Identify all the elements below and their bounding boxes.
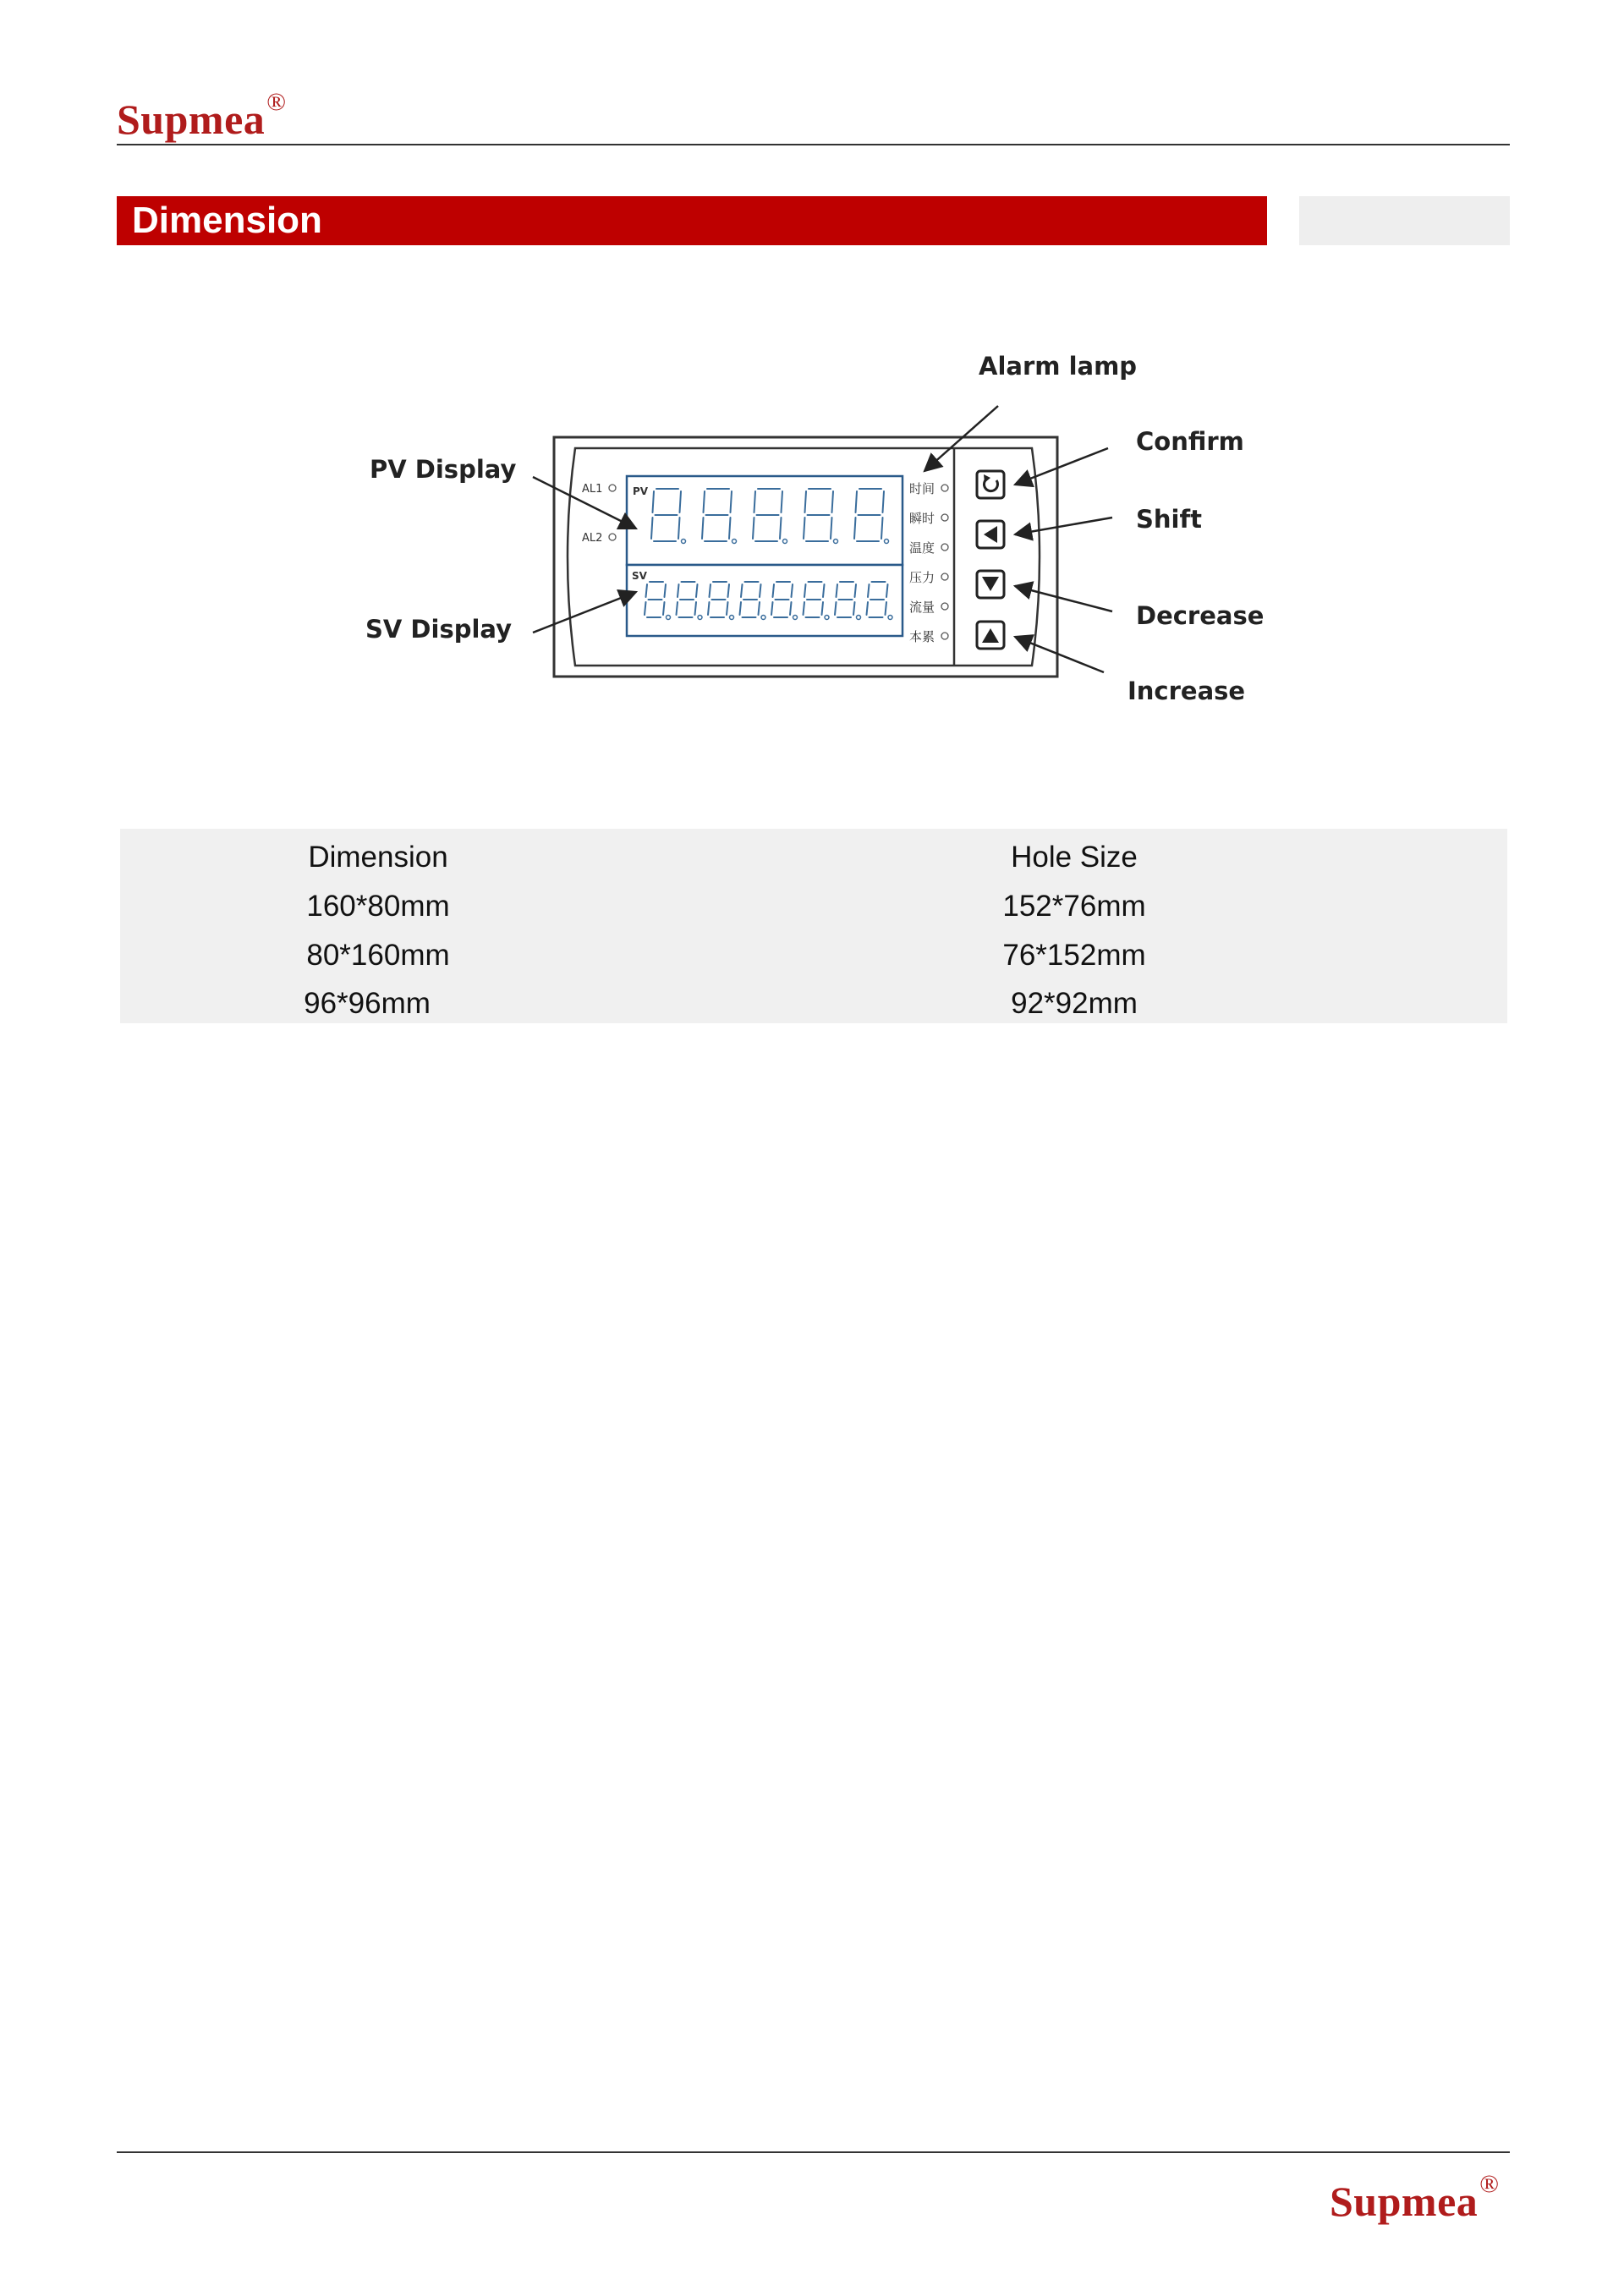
increase-button[interactable] <box>977 622 1004 649</box>
trademark-symbol: ® <box>1479 2170 1500 2198</box>
table-header-dimension: Dimension <box>308 841 448 874</box>
sv-tag: SV <box>632 570 647 582</box>
indicator-label: 时间 <box>909 481 935 496</box>
indicator-label: 压力 <box>909 570 935 585</box>
table-cell-dimension: 80*160mm <box>306 939 450 972</box>
sv-display-window <box>627 565 903 636</box>
table-cell-dimension: 96*96mm <box>304 987 431 1020</box>
brand-name: Supmea <box>1330 2178 1479 2225</box>
dimension-table <box>120 829 1507 1023</box>
shift-label: Shift <box>1136 505 1202 534</box>
footer-divider <box>117 2151 1510 2153</box>
brand-logo-bottom <box>1330 2170 1500 2225</box>
table-cell-hole-size: 152*76mm <box>1002 890 1146 923</box>
device-diagram <box>0 0 1624 761</box>
indicator-label: 本累 <box>909 629 935 644</box>
decrease-button[interactable] <box>977 571 1004 598</box>
section-title: Dimension <box>132 200 322 241</box>
decrease-label: Decrease <box>1136 601 1265 630</box>
increase-label: Increase <box>1127 677 1246 705</box>
shift-button[interactable] <box>977 521 1004 548</box>
sv-display-label: SV Display <box>365 615 512 644</box>
al1-label: AL1 <box>582 483 603 496</box>
indicator-label: 瞬时 <box>909 511 935 526</box>
device-diagram-svg <box>0 0 1624 761</box>
table-cell-hole-size: 92*92mm <box>1011 987 1138 1020</box>
alarm-lamp-label: Alarm lamp <box>979 352 1138 381</box>
al2-label: AL2 <box>582 532 603 545</box>
pv-display-label: PV Display <box>370 455 517 484</box>
indicator-label: 温度 <box>909 540 935 556</box>
trademark-symbol: ® <box>266 88 287 116</box>
brand-name: Supmea <box>117 96 266 143</box>
table-cell-hole-size: 76*152mm <box>1002 939 1146 972</box>
enter-button[interactable] <box>977 471 1004 498</box>
table-cell-dimension: 160*80mm <box>306 890 450 923</box>
pv-tag: PV <box>633 485 649 497</box>
confirm-label: Confirm <box>1136 427 1244 456</box>
table-header-hole-size: Hole Size <box>1011 841 1138 874</box>
indicator-label: 流量 <box>909 600 935 615</box>
